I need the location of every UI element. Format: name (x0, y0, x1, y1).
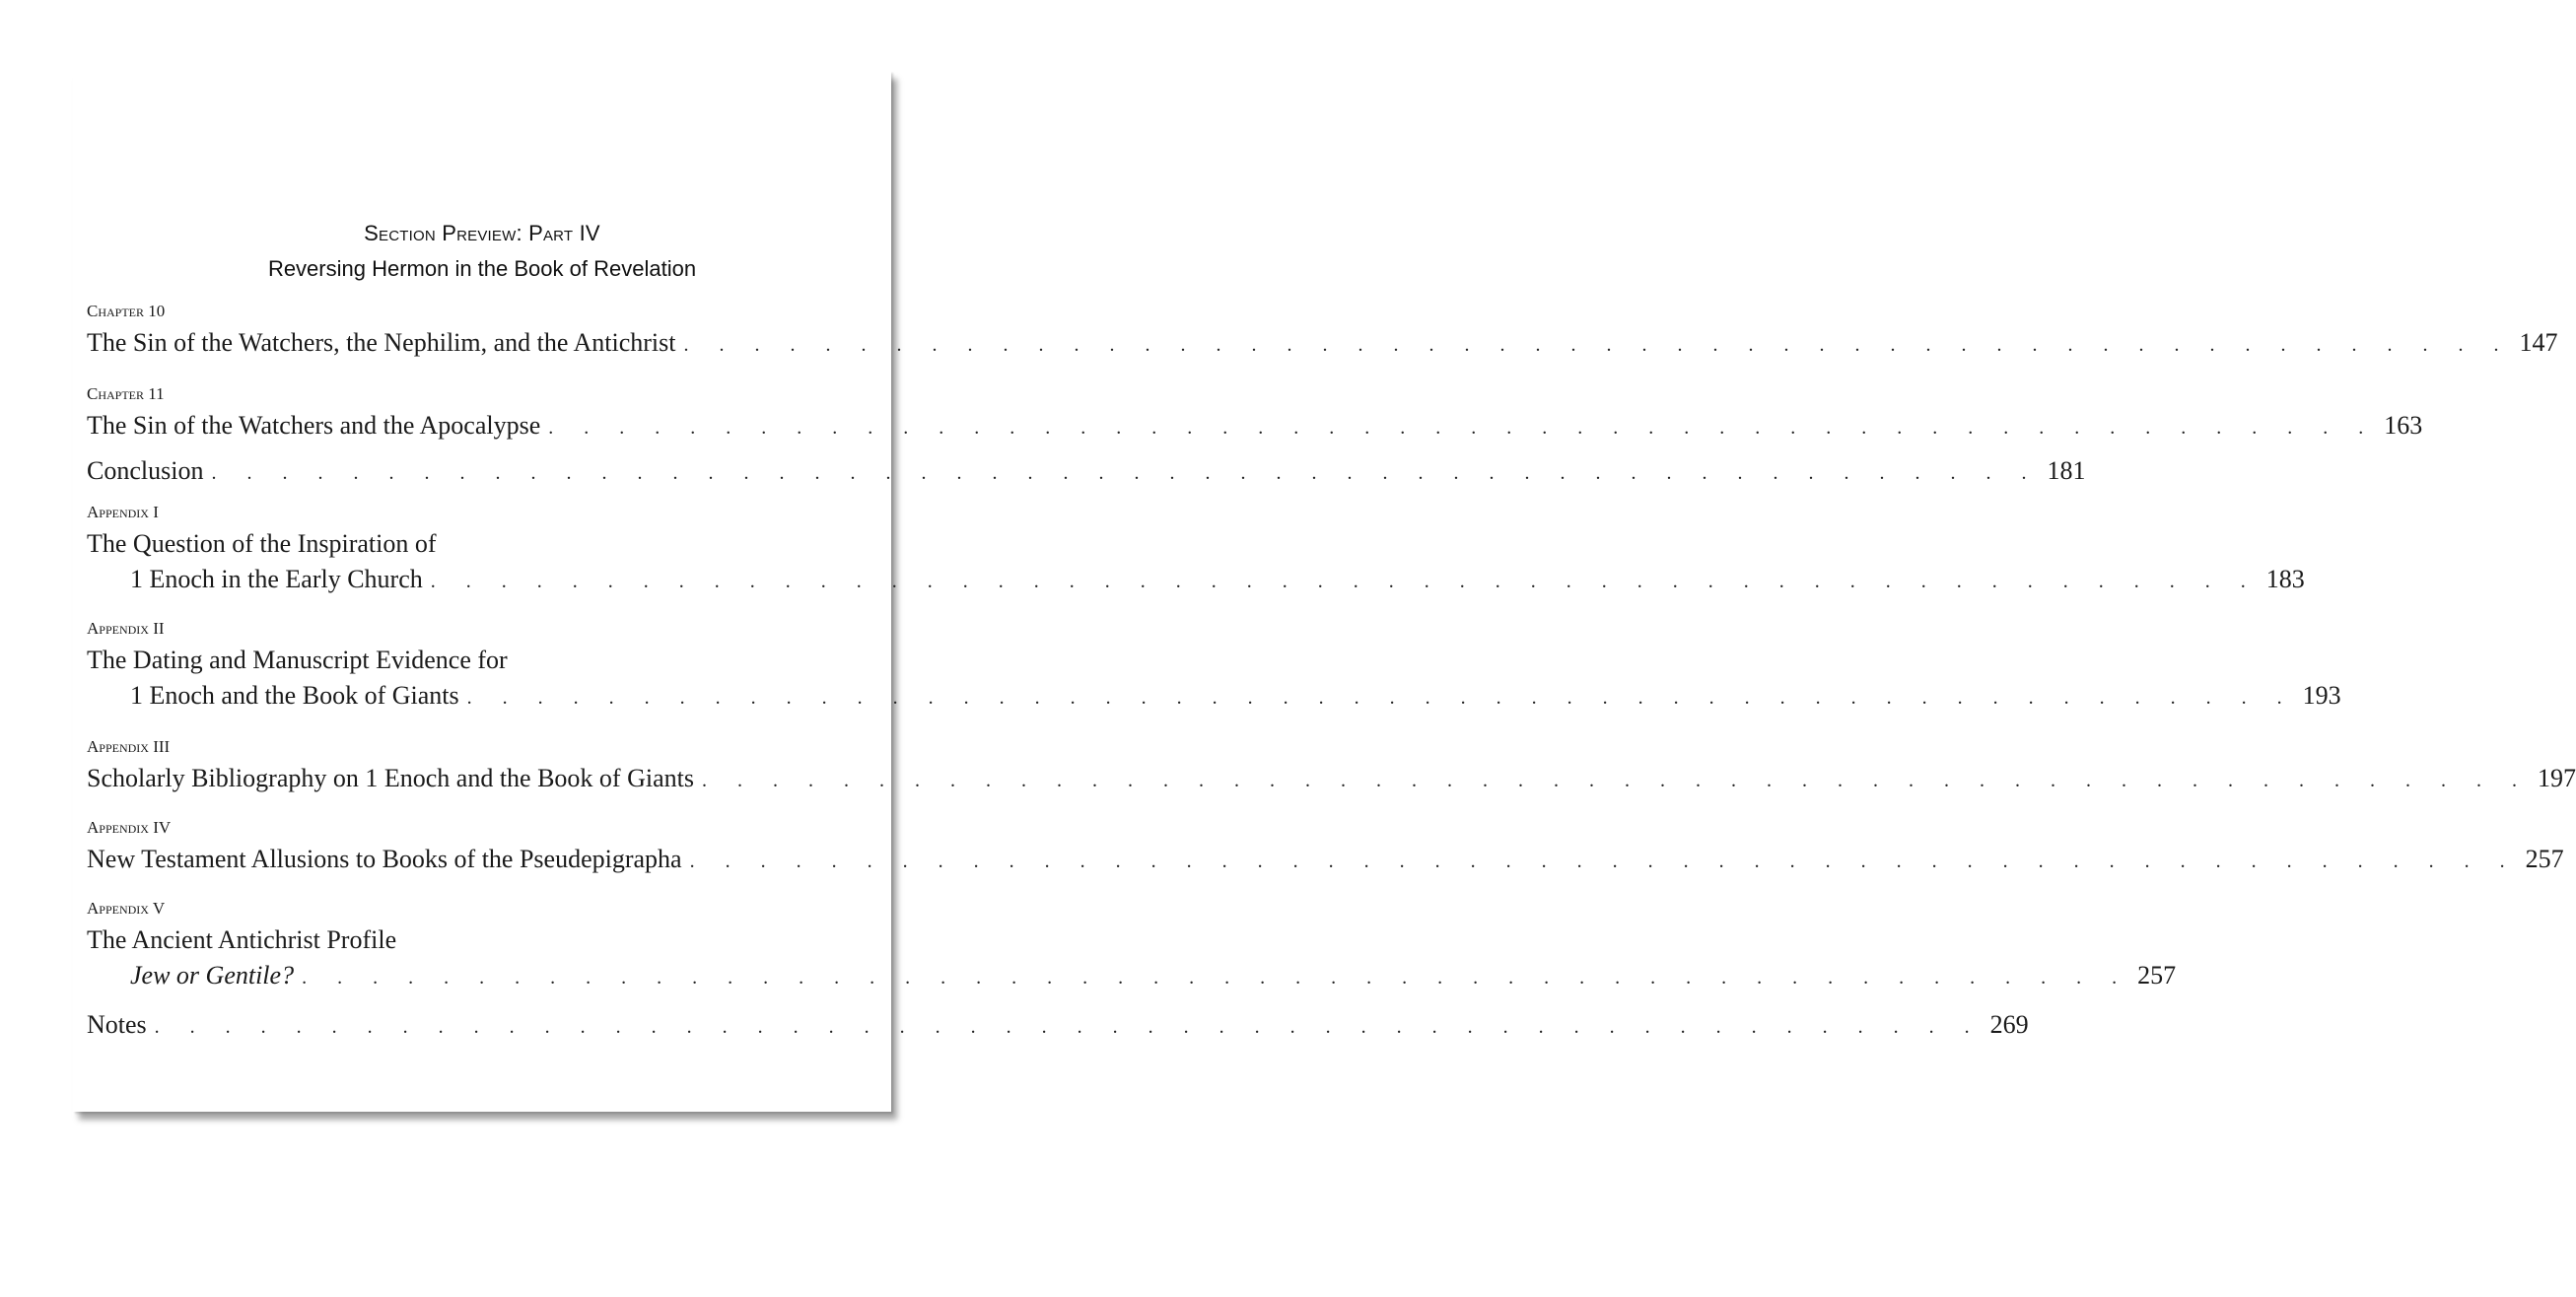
section-preview-label: Section Preview: Part IV (364, 221, 600, 245)
toc-kicker: Chapter 10 (87, 302, 166, 320)
toc-entry-appendix-4 (87, 818, 2564, 879)
toc-entry-appendix-5 (87, 899, 2177, 995)
toc-page-number: 193 (2302, 681, 2341, 710)
toc-title: The Sin of the Watchers and the Apocalypse (87, 411, 541, 440)
dot-leader: . . . . . . . . . . . . . . . . . . . . . . . . . . . . . . . . . . . . . . . . . . . . . . . . . . . . (683, 334, 2512, 356)
dot-leader: . . . . . . . . . . . . . . . . . . . . . . . . . . . . . . . . . . . . . . . . . . . . . . . . . . . . (548, 417, 2377, 439)
toc-entry-conclusion (87, 453, 2086, 491)
dot-leader: . . . . . . . . . . . . . . . . . . . . . . . . . . . . . . . . . . . . . . . . . . . . . . . . . . . . (211, 462, 2040, 484)
toc-kicker: Appendix I (87, 503, 159, 521)
toc-entry-appendix-2 (87, 619, 2341, 716)
toc-title-line1: The Question of the Inspiration of (87, 529, 437, 558)
toc-entry-chapter-11 (87, 384, 2423, 445)
toc-title-line1: The Ancient Antichrist Profile (87, 925, 397, 954)
dot-leader: . . . . . . . . . . . . . . . . . . . . . . . . . . . . . . . . . . . . . . . . . . . . . . . . . . . . (701, 770, 2530, 791)
dot-leader: . . . . . . . . . . . . . . . . . . . . . . . . . . . . . . . . . . . . . . . . . . . . . . . . . . . . (466, 687, 2295, 709)
dot-leader: . . . . . . . . . . . . . . . . . . . . . . . . . . . . . . . . . . . . . . . . . . . . . . . . . . . . (154, 1016, 1983, 1038)
toc-kicker: Appendix II (87, 619, 165, 638)
toc-kicker: Appendix IV (87, 818, 172, 837)
toc-page-number: 181 (2047, 456, 2086, 485)
toc-kicker: Chapter 11 (87, 384, 165, 403)
toc-page-number: 269 (1989, 1010, 2029, 1039)
toc-title: Notes (87, 1010, 147, 1039)
toc-kicker: Appendix III (87, 737, 171, 756)
toc-title-line1: The Dating and Manuscript Evidence for (87, 646, 508, 674)
toc-title-line2: Jew or Gentile? (130, 961, 295, 990)
dot-leader: . . . . . . . . . . . . . . . . . . . . . . . . . . . . . . . . . . . . . . . . . . . . . . . . . . . . (689, 851, 2518, 872)
toc-entry-notes (87, 1007, 2029, 1045)
toc-entry-chapter-10 (87, 302, 2558, 363)
toc-entry-appendix-3 (87, 737, 2576, 798)
toc-title-line2: 1 Enoch in the Early Church (130, 565, 423, 593)
toc-entry-appendix-1 (87, 503, 2305, 599)
toc-page-number: 147 (2519, 328, 2558, 357)
toc-title: New Testament Allusions to Books of the Pseudepigrapha (87, 845, 682, 873)
dot-leader: . . . . . . . . . . . . . . . . . . . . . . . . . . . . . . . . . . . . . . . . . . . . . . . . . . . . (302, 967, 2130, 989)
toc-page-number: 197 (2537, 764, 2576, 792)
toc-page-number: 257 (2525, 845, 2564, 873)
dot-leader: . . . . . . . . . . . . . . . . . . . . . . . . . . . . . . . . . . . . . . . . . . . . . . . . . . . . (430, 571, 2259, 592)
toc-page-number: 183 (2265, 565, 2305, 593)
toc-kicker: Appendix V (87, 899, 166, 918)
toc-title-line2: 1 Enoch and the Book of Giants (130, 681, 459, 710)
section-preview-title: Reversing Hermon in the Book of Revelation (267, 256, 697, 281)
toc-title: Conclusion (87, 456, 204, 485)
toc-title: The Sin of the Watchers, the Nephilim, and the Antichrist (87, 328, 676, 357)
toc-page-number: 257 (2137, 961, 2177, 990)
toc-page-number: 163 (2384, 411, 2423, 440)
book-page (73, 71, 2576, 1112)
toc-title: Scholarly Bibliography on 1 Enoch and the Book of Giants (87, 764, 694, 792)
